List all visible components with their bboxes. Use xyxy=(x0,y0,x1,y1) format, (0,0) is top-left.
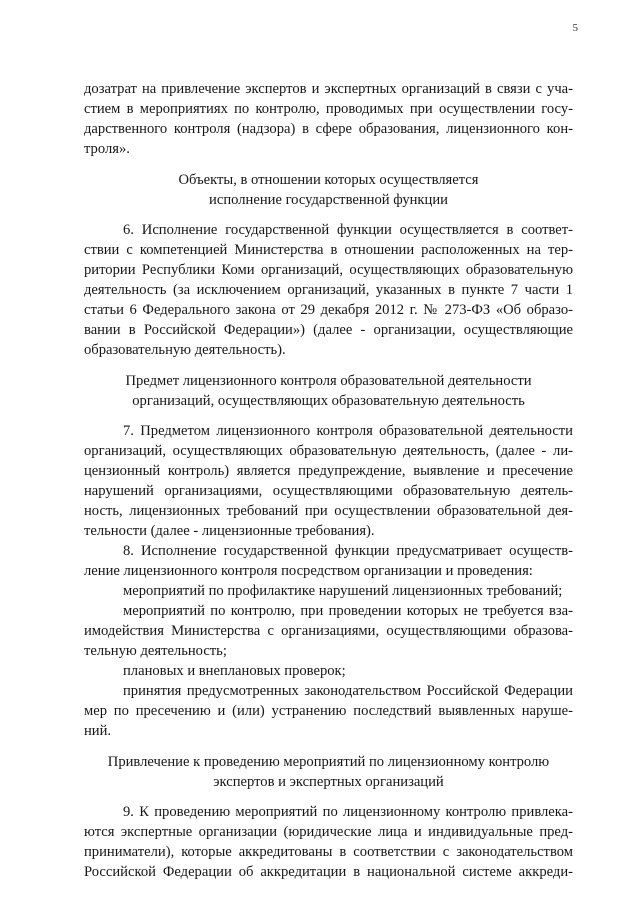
paragraph7-line-6: тельности (далее - лицензионные требования). xyxy=(84,523,375,539)
paragraph6-line-4: деятельность (за исключением организаций, указанных в пункте 7 части 1 xyxy=(84,282,573,298)
paragraph6-line-5: статьи 6 Федерального закона от 29 декабря 2012 г. № 273-ФЗ «Об образо- xyxy=(84,302,573,318)
paragraph6-line-6: вании в Российской Федерации») (далее - организации, осуществляющие xyxy=(84,322,573,338)
section3-heading-line-1: Привлечение к проведению мероприятий по лицензионному контролю xyxy=(107,754,550,770)
section1-heading-line-2: исполнение государственной функции xyxy=(209,192,448,208)
paragraph8-line-8: принятия предусмотренных законодательством Российской Федерации xyxy=(123,683,573,699)
paragraph9-line-3: приниматели), которые аккредитованы в соответствии с законодательством xyxy=(84,844,573,860)
paragraph7-line-1: 7. Предметом лицензионного контроля образовательной деятельности xyxy=(123,423,573,439)
page-number: 5 xyxy=(572,22,578,34)
paragraph7-line-5: ность, лицензионных требований при осуществлении образовательной дея- xyxy=(84,503,573,519)
paragraph8-line-5: имодействия Министерства с организациями, осуществляющими образова- xyxy=(84,623,573,639)
section2-heading-line-2: организаций, осуществляющих образовательную деятельность xyxy=(132,393,525,409)
paragraph7-line-4: нарушений организациями, осуществляющими образовательную деятель- xyxy=(84,483,573,499)
paragraph8-line-10: ний. xyxy=(84,723,112,739)
paragraph7-line-2: организаций, осуществляющих образовательную деятельность, (далее - ли- xyxy=(84,443,573,459)
intro-line-2: стием в мероприятиях по контролю, проводимых при осуществлении госу- xyxy=(84,101,573,117)
paragraph8-line-3: мероприятий по профилактике нарушений лицензионных требований; xyxy=(123,583,563,599)
section2-heading-line-1: Предмет лицензионного контроля образовательной деятельности xyxy=(125,373,532,389)
paragraph6-line-3: ритории Республики Коми организаций, осуществляющих образовательную xyxy=(84,262,573,278)
paragraph8-line-4: мероприятий по контролю, при проведении которых не требуется вза- xyxy=(123,603,573,619)
paragraph8-line-6: тельную деятельность; xyxy=(84,643,227,659)
paragraph7-line-3: цензионный контроль) является предупреждение, выявление и пресечение xyxy=(84,463,573,479)
section1-heading-line-1: Объекты, в отношении которых осуществляется xyxy=(178,172,479,188)
section3-heading-line-2: экспертов и экспертных организаций xyxy=(213,774,444,790)
intro-line-1: дозатрат на привлечение экспертов и экспертных организаций в связи с уча- xyxy=(84,81,573,97)
paragraph8-line-9: мер по пресечению и (или) устранению последствий выявленных наруше- xyxy=(84,703,573,719)
paragraph6-line-7: образовательную деятельность). xyxy=(84,342,286,358)
intro-line-3: дарственного контроля (надзора) в сфере образования, лицензионного кон- xyxy=(84,121,573,137)
paragraph8-line-7: плановых и внеплановых проверок; xyxy=(123,663,346,679)
paragraph6-line-1: 6. Исполнение государственной функции осуществляется в соответ- xyxy=(123,222,573,238)
paragraph9-line-2: ются экспертные организации (юридические лица и индивидуальные пред- xyxy=(84,824,573,840)
paragraph8-line-1: 8. Исполнение государственной функции предусматривает осуществ- xyxy=(123,543,573,559)
paragraph9-line-4: Российской Федерации об аккредитации в национальной системе аккреди- xyxy=(84,864,573,880)
paragraph8-line-2: ление лицензионного контроля посредством организации и проведения: xyxy=(84,563,533,579)
paragraph9-line-1: 9. К проведению мероприятий по лицензионному контролю привлека- xyxy=(123,804,573,820)
paragraph6-line-2: ствии с компетенцией Министерства в отношении расположенных на тер- xyxy=(84,242,573,258)
intro-line-4: троля». xyxy=(84,141,130,157)
